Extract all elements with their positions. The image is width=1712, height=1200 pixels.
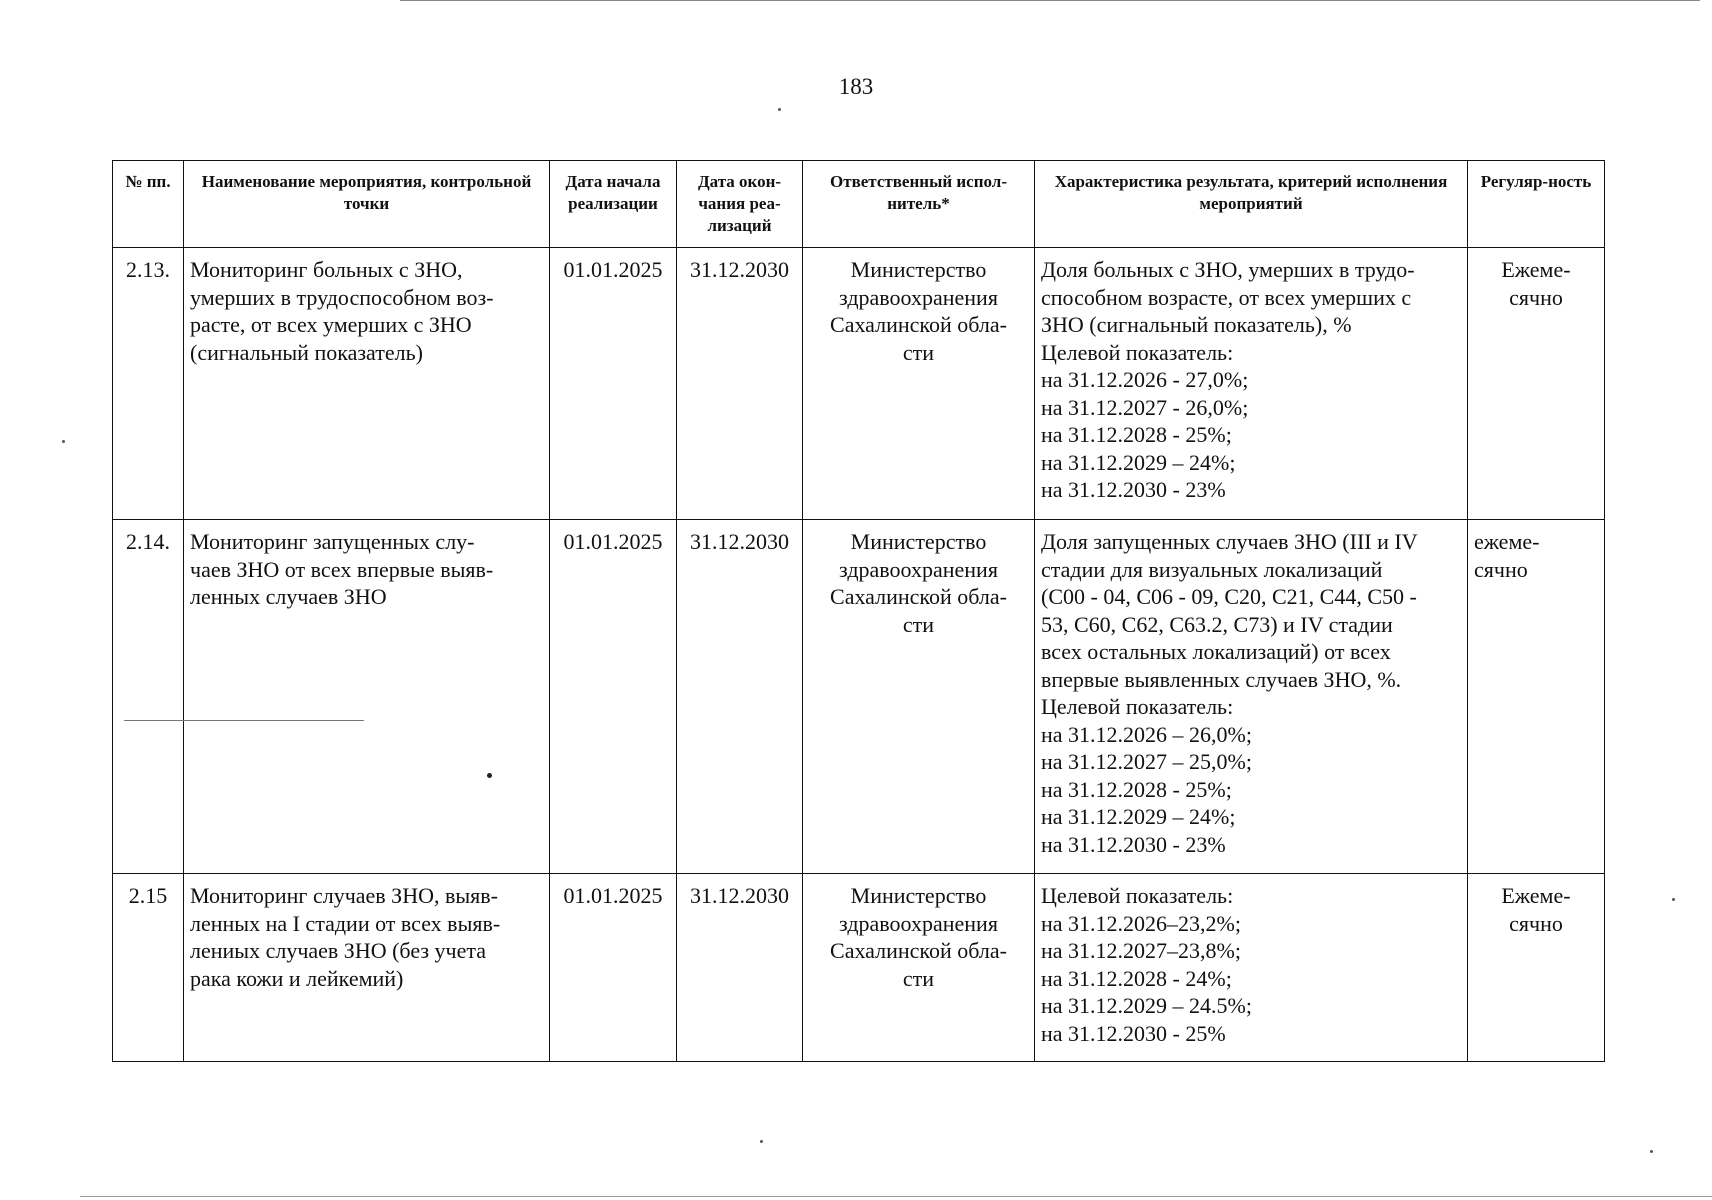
result-line: стадии для визуальных локализаций bbox=[1041, 556, 1383, 582]
row-result bbox=[1035, 520, 1468, 874]
scan-bottom-edge bbox=[80, 1196, 1712, 1197]
result-line: на 31.12.2030 - 23% bbox=[1041, 477, 1226, 502]
name-line: Мониторинг больных с ЗНО, bbox=[190, 257, 463, 282]
result-line: на 31.12.2026 - 27,0%; bbox=[1041, 367, 1249, 392]
name-line: (сигнальный показатель) bbox=[190, 339, 423, 365]
result-line: Целевой показатель: bbox=[1041, 339, 1234, 365]
row-regularity bbox=[1468, 248, 1605, 520]
result-line: на 31.12.2027 - 26,0%; bbox=[1041, 394, 1249, 420]
result-line: на 31.12.2029 – 24%; bbox=[1041, 804, 1236, 829]
result-line: на 31.12.2026–23,2%; bbox=[1041, 910, 1241, 936]
header-regularity: Регуляр-ность bbox=[1468, 161, 1605, 248]
result-line: Доля больных с ЗНО, умерших в трудо- bbox=[1041, 257, 1415, 282]
result-line: способном возрасте, от всех умерших с bbox=[1041, 284, 1412, 310]
result-line: на 31.12.2030 - 25% bbox=[1041, 1020, 1226, 1046]
result-line: на 31.12.2028 - 24%; bbox=[1041, 965, 1232, 991]
result-line: на 31.12.2026 – 26,0%; bbox=[1041, 721, 1252, 747]
row-num: 2.15 bbox=[113, 874, 184, 1062]
header-executor: Ответственный испол-нитель* bbox=[803, 161, 1035, 248]
regularity-line: сячно bbox=[1509, 284, 1563, 310]
name-line: умерших в трудоспособном воз- bbox=[190, 284, 494, 310]
page-number: 183 bbox=[838, 74, 874, 99]
result-line: (С00 - 04, С06 - 09, С20, С21, С44, С50 - bbox=[1041, 584, 1417, 609]
table-row bbox=[113, 874, 1605, 1062]
result-line: на 31.12.2029 – 24.5%; bbox=[1041, 993, 1252, 1018]
header-start-date: Дата начала реализации bbox=[550, 161, 677, 248]
executor-line: сти bbox=[902, 611, 935, 637]
name-line: Мониторинг запущенных слу- bbox=[190, 529, 475, 554]
result-line: всех остальных локализаций) от всех bbox=[1041, 639, 1391, 664]
row-executor bbox=[803, 874, 1035, 1062]
executor-line: здравоохранения bbox=[839, 284, 998, 310]
executor-line: Министерство bbox=[850, 883, 987, 908]
result-line: Целевой показатель: bbox=[1041, 694, 1234, 719]
scan-artifact-dash bbox=[124, 720, 364, 721]
result-line: Целевой показатель: bbox=[1041, 883, 1234, 908]
table-header-row bbox=[113, 161, 1605, 248]
regularity-line: Ежеме- bbox=[1501, 257, 1571, 282]
name-line: рака кожи и лейкемий) bbox=[190, 965, 404, 991]
row-start-date: 01.01.2025 bbox=[550, 520, 677, 874]
regularity-line: сячно bbox=[1509, 910, 1563, 936]
header-result: Характеристика результата, критерий исполнения мероприятий bbox=[1035, 161, 1468, 248]
result-line: Доля запущенных случаев ЗНО (III и IV bbox=[1041, 529, 1418, 554]
row-regularity bbox=[1468, 874, 1605, 1062]
result-line: 53, С60, С62, С63.2, С73) и IV стадии bbox=[1041, 611, 1393, 637]
executor-line: Сахалинской обла- bbox=[830, 938, 1007, 963]
table-row bbox=[113, 520, 1605, 874]
header-num: № пп. bbox=[113, 161, 184, 248]
result-line: на 31.12.2027 – 25,0%; bbox=[1041, 749, 1252, 774]
executor-line: Министерство bbox=[850, 257, 987, 282]
row-end-date: 31.12.2030 bbox=[677, 520, 803, 874]
row-end-date: 31.12.2030 bbox=[677, 248, 803, 520]
result-line: впервые выявленных случаев ЗНО, %. bbox=[1041, 666, 1402, 692]
row-result bbox=[1035, 248, 1468, 520]
executor-line: Министерство bbox=[850, 529, 987, 554]
row-result bbox=[1035, 874, 1468, 1062]
action-plan-table bbox=[112, 160, 1605, 1062]
result-line: на 31.12.2028 - 25%; bbox=[1041, 422, 1232, 447]
executor-line: сти bbox=[902, 965, 935, 991]
scan-artifact-dot bbox=[760, 1140, 763, 1143]
result-line: на 31.12.2030 - 23% bbox=[1041, 831, 1226, 857]
header-end-date: Дата окон-чания реа-лизаций bbox=[677, 161, 803, 248]
regularity-line: сячно bbox=[1474, 556, 1528, 582]
executor-line: здравоохранения bbox=[839, 910, 998, 936]
row-num: 2.13. bbox=[113, 248, 184, 520]
executor-line: сти bbox=[902, 339, 935, 365]
scan-artifact-dot bbox=[487, 773, 492, 778]
regularity-line: ежеме- bbox=[1474, 529, 1540, 554]
row-executor bbox=[803, 248, 1035, 520]
name-line: расте, от всех умерших с ЗНО bbox=[190, 312, 472, 337]
scan-artifact-dot bbox=[62, 440, 65, 443]
name-line: лениых случаев ЗНО (без учета bbox=[190, 938, 487, 963]
row-num: 2.14. bbox=[113, 520, 184, 874]
executor-line: здравоохранения bbox=[839, 556, 998, 582]
table-row bbox=[113, 248, 1605, 520]
result-line: ЗНО (сигнальный показатель), % bbox=[1041, 312, 1352, 337]
regularity-line: Ежеме- bbox=[1501, 883, 1571, 908]
row-start-date: 01.01.2025 bbox=[550, 874, 677, 1062]
row-name bbox=[184, 248, 550, 520]
row-end-date: 31.12.2030 bbox=[677, 874, 803, 1062]
name-line: Мониторинг случаев ЗНО, выяв- bbox=[190, 883, 498, 908]
row-start-date: 01.01.2025 bbox=[550, 248, 677, 520]
executor-line: Сахалинской обла- bbox=[830, 584, 1007, 609]
name-line: ленных на I стадии от всех выяв- bbox=[190, 910, 501, 936]
row-executor bbox=[803, 520, 1035, 874]
scan-artifact-dot bbox=[778, 108, 781, 111]
executor-line: Сахалинской обла- bbox=[830, 312, 1007, 337]
row-name bbox=[184, 520, 550, 874]
scan-artifact-dot bbox=[1650, 1150, 1653, 1153]
name-line: ленных случаев ЗНО bbox=[190, 584, 387, 609]
result-line: на 31.12.2027–23,8%; bbox=[1041, 938, 1241, 963]
scan-top-edge bbox=[400, 0, 1700, 1]
row-name bbox=[184, 874, 550, 1062]
header-name: Наименование мероприятия, контрольной точки bbox=[184, 161, 550, 248]
name-line: чаев ЗНО от всех впервые выяв- bbox=[190, 556, 494, 582]
result-line: на 31.12.2028 - 25%; bbox=[1041, 776, 1232, 802]
scan-artifact-dot bbox=[1672, 898, 1675, 901]
row-regularity bbox=[1468, 520, 1605, 874]
result-line: на 31.12.2029 – 24%; bbox=[1041, 449, 1236, 475]
